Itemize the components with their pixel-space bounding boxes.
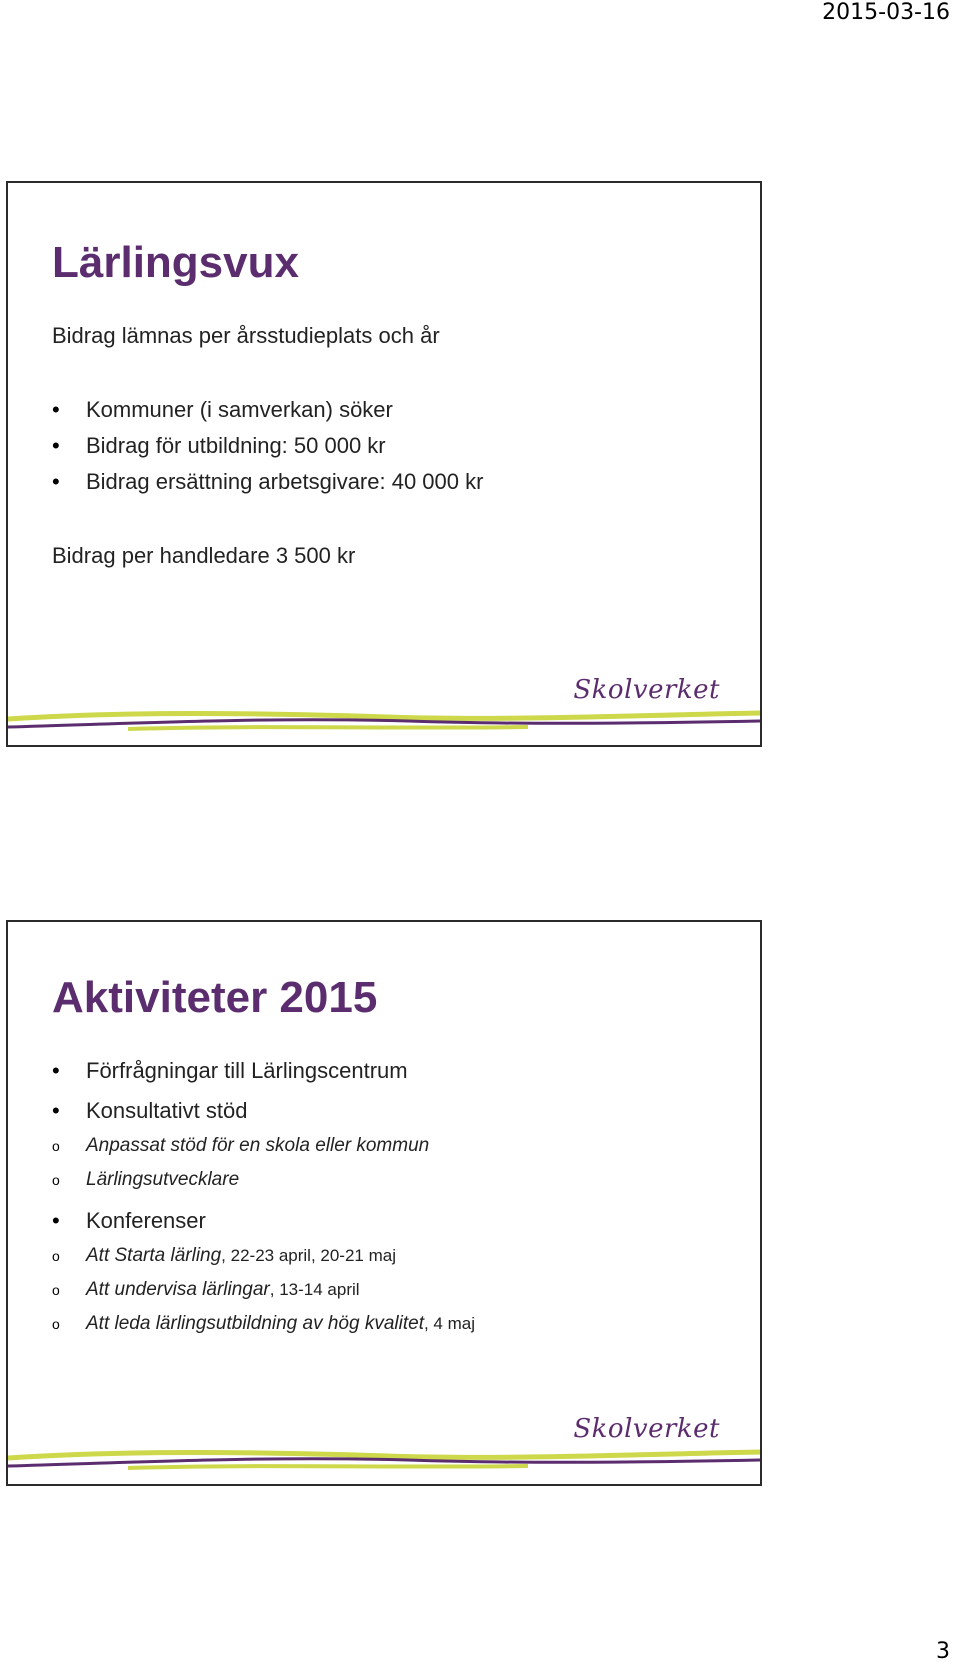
bullet-item: • Bidrag ersättning arbetsgivare: 40 000 kr	[52, 469, 484, 494]
page-number: 3	[936, 1639, 950, 1664]
skolverket-logo: Skolverket	[573, 1414, 720, 1444]
bullet-item: • Konferenser	[52, 1208, 206, 1233]
bullet-item: • Förfrågningar till Lärlingscentrum	[52, 1058, 408, 1083]
page-date: 2015-03-16	[822, 0, 950, 25]
bullet-icon: •	[52, 433, 60, 458]
sub-item: o Anpassat stöd för en skola eller kommun	[52, 1135, 430, 1156]
bullet-icon: •	[52, 469, 60, 494]
sub-item: o Att undervisa lärlingar, 13-14 april	[52, 1279, 360, 1300]
circle-bullet-icon: o	[52, 1248, 60, 1264]
bullet-icon: •	[52, 1098, 60, 1123]
brand-swoosh	[8, 697, 760, 737]
brand-swoosh	[8, 1436, 760, 1476]
bullet-icon: •	[52, 397, 60, 422]
slide-larlingsvux	[6, 181, 762, 747]
sub-item: o Att leda lärlingsutbildning av hög kvalitet, 4 maj	[52, 1313, 476, 1334]
skolverket-logo: Skolverket	[573, 675, 720, 705]
circle-bullet-icon: o	[52, 1172, 60, 1188]
sub-item: o Att Starta lärling, 22-23 april, 20-21 maj	[52, 1245, 396, 1266]
bullet-icon: •	[52, 1058, 60, 1083]
bullet-item: • Kommuner (i samverkan) söker	[52, 397, 393, 422]
slide-title: Lärlingsvux	[52, 238, 299, 287]
circle-bullet-icon: o	[52, 1282, 60, 1298]
slide-title: Aktiviteter 2015	[52, 973, 378, 1022]
circle-bullet-icon: o	[52, 1316, 60, 1332]
intro-text: Bidrag lämnas per årsstudieplats och år	[52, 323, 440, 348]
bullet-item: • Konsultativt stöd	[52, 1098, 248, 1123]
bullet-icon: •	[52, 1208, 60, 1233]
bullet-item: • Bidrag för utbildning: 50 000 kr	[52, 433, 386, 458]
slide-aktiviteter	[6, 920, 762, 1486]
circle-bullet-icon: o	[52, 1138, 60, 1154]
sub-item: o Lärlingsutvecklare	[52, 1169, 240, 1190]
handledare-text: Bidrag per handledare 3 500 kr	[52, 543, 356, 568]
